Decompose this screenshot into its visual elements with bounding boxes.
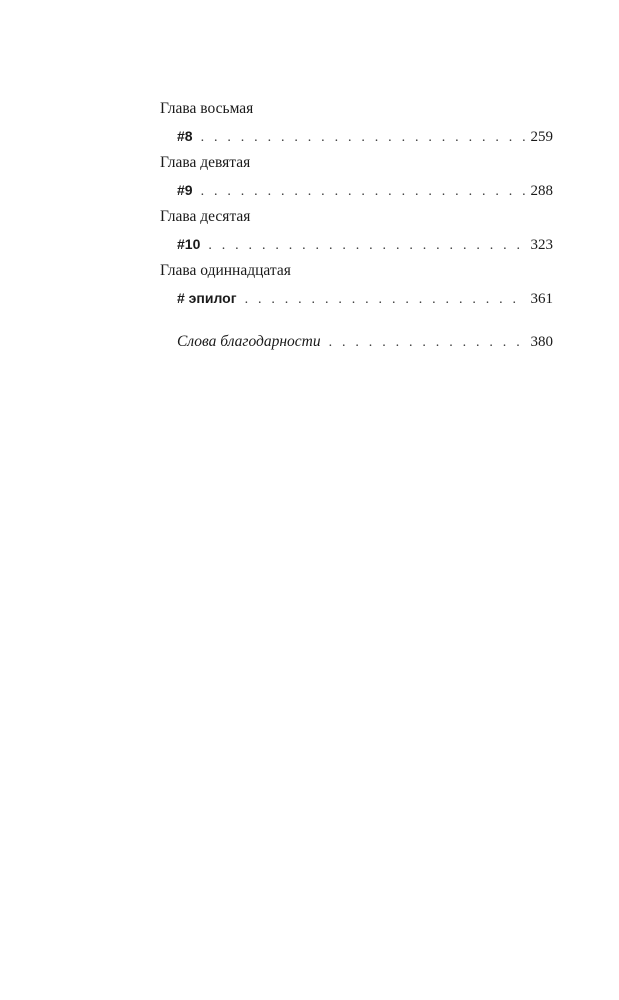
toc-entry-title: # эпилог — [177, 290, 237, 306]
toc-entry-9 — [160, 181, 553, 199]
dot-leader — [245, 291, 525, 309]
chapter-heading-ninth: Глава девятая — [160, 154, 251, 171]
toc-entry-title: #9 — [177, 182, 193, 198]
table-of-contents — [160, 100, 553, 351]
toc-entry-title: #10 — [177, 236, 201, 252]
chapter-heading-tenth: Глава десятая — [160, 208, 251, 225]
toc-entry-page: 288 — [530, 183, 553, 199]
dot-leader — [208, 237, 524, 255]
toc-entry-acknowledgements — [160, 333, 553, 351]
toc-entry-epilogue — [160, 289, 553, 307]
toc-entry-8 — [160, 127, 553, 145]
dot-leader — [329, 334, 525, 352]
toc-entry-page: 380 — [530, 334, 553, 350]
chapter-heading-eighth: Глава восьмая — [160, 100, 254, 117]
dot-leader — [201, 183, 525, 201]
toc-entry-page: 259 — [530, 129, 553, 145]
toc-entry-title: Слова благодарности — [177, 333, 321, 350]
chapter-heading-eleventh: Глава одиннадцатая — [160, 262, 291, 279]
toc-entry-page: 361 — [530, 291, 553, 307]
toc-entry-page: 323 — [530, 237, 553, 253]
dot-leader — [201, 129, 525, 147]
toc-entry-title: #8 — [177, 128, 193, 144]
toc-entry-10 — [160, 235, 553, 253]
